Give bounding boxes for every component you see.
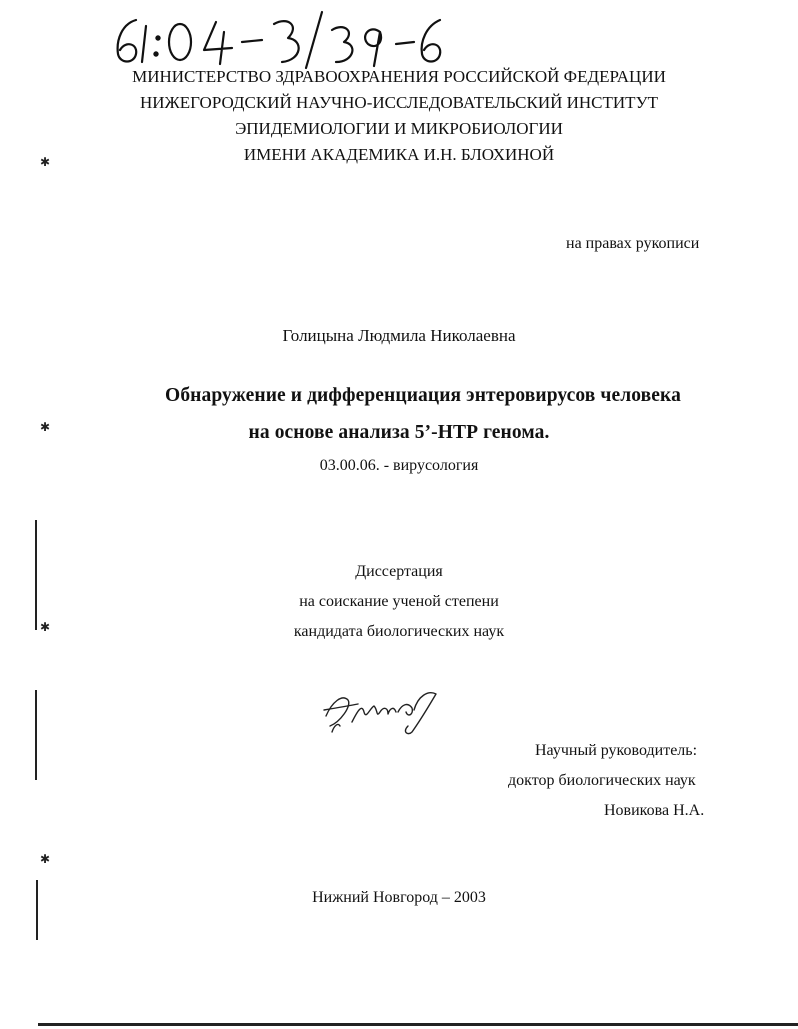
thesis-title-line1: Обнаружение и дифференциация энтеровирусов человека xyxy=(165,385,681,406)
scan-speck: ✱ xyxy=(40,852,51,866)
handwritten-catalog-number xyxy=(108,10,478,70)
binding-edge-mark-bottom xyxy=(36,880,38,940)
institute-field-line: ЭПИДЕМИОЛОГИИ И МИКРОБИОЛОГИИ xyxy=(235,119,563,138)
thesis-title-line2: на основе анализа 5’-НТР генома. xyxy=(248,422,550,443)
scan-speck: ✱ xyxy=(40,155,51,169)
specialty-code: 03.00.06. - вирусология xyxy=(319,457,479,474)
binding-edge-mark xyxy=(35,520,37,630)
page-bottom-border xyxy=(38,1023,798,1026)
author-signature xyxy=(318,682,448,737)
scan-speck: ✱ xyxy=(40,420,51,434)
rights-note: на правах рукописи xyxy=(566,235,700,252)
supervisor-degree: доктор биологических наук xyxy=(508,772,696,789)
degree-name: кандидата биологических наук xyxy=(293,623,505,640)
degree-purpose: на соискание ученой степени xyxy=(299,593,499,610)
ministry-line: МИНИСТЕРСТВО ЗДРАВООХРАНЕНИЯ РОССИЙСКОЙ ФЕДЕРАЦИИ xyxy=(132,67,666,86)
binding-edge-mark-lower xyxy=(35,690,37,780)
author-name: Голицына Людмила Николаевна xyxy=(282,326,516,345)
scan-speck: ✱ xyxy=(40,620,51,634)
supervisor-name: Новикова Н.А. xyxy=(604,802,705,819)
place-and-year: Нижний Новгород – 2003 xyxy=(312,889,486,906)
dissertation-label: Диссертация xyxy=(355,563,443,580)
institute-line: НИЖЕГОРОДСКИЙ НАУЧНО-ИССЛЕДОВАТЕЛЬСКИЙ ИНСТИТУТ xyxy=(139,93,658,112)
institute-name-line: ИМЕНИ АКАДЕМИКА И.Н. БЛОХИНОЙ xyxy=(243,145,555,164)
supervisor-label: Научный руководитель: xyxy=(535,742,698,759)
